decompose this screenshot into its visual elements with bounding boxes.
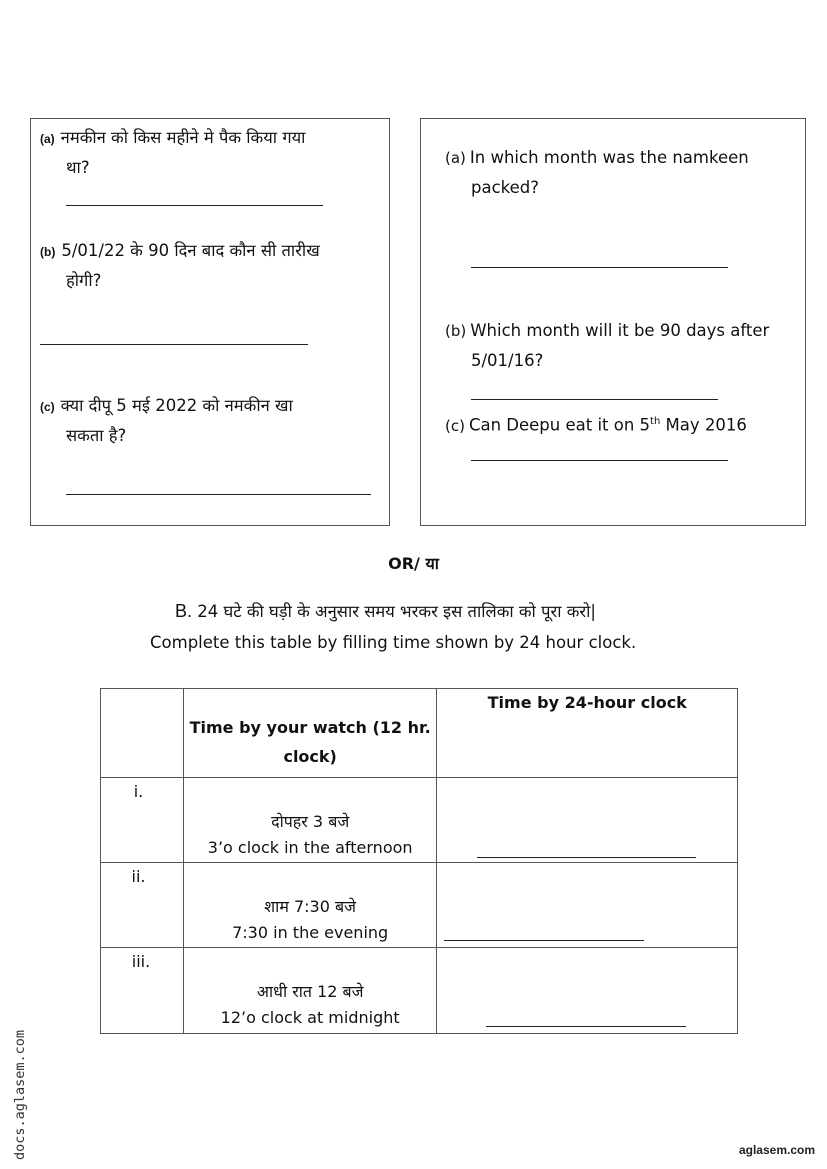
question-text-pre: Can Deepu eat it on 5: [468, 415, 651, 435]
watch-time-hindi: शाम 7:30 बजे: [264, 897, 356, 916]
watch-time-hindi: आधी रात 12 बजे: [256, 982, 364, 1001]
table-row: [101, 948, 738, 1034]
english-question-b-cont: 5/01/16?: [471, 351, 544, 370]
question-label: (a): [445, 149, 466, 167]
header-watch-line2: clock): [283, 747, 337, 766]
header-24hr-label: Time by 24-hour clock: [487, 693, 687, 712]
watch-time-english: 3’o clock in the afternoon: [207, 838, 413, 857]
question-text-sup: th: [650, 416, 661, 427]
answer-blank-hindi-c[interactable]: [66, 494, 371, 495]
answer-cell[interactable]: [437, 948, 738, 1034]
row-number-cell: [101, 948, 184, 1034]
section-b-hindi-text: 24 घटे की घड़ी के अनुसार समय भरकर इस तालिका को पूरा करो|: [197, 602, 596, 621]
question-text: नमकीन को किस महीने मे पैक किया गया: [60, 128, 306, 147]
footer-watermark: aglasem.com: [738, 1143, 815, 1157]
question-label: (a): [40, 132, 55, 146]
english-question-b: [445, 316, 769, 346]
table-row: [101, 863, 738, 948]
watch-time-english: 12’o clock at midnight: [220, 1008, 400, 1027]
answer-blank-english-a[interactable]: [471, 267, 728, 268]
question-text: क्या दीपू 5 मई 2022 को नमकीन खा: [60, 396, 293, 415]
clock-table: [100, 688, 738, 1034]
question-label: (c): [445, 416, 465, 435]
question-text-post: May 2016: [660, 415, 747, 435]
watch-time-cell: [183, 778, 437, 863]
question-text: Which month will it be 90 days after: [470, 321, 770, 340]
english-question-a-cont: packed?: [471, 178, 540, 197]
answer-blank-row-2[interactable]: [444, 940, 644, 941]
english-question-a: [445, 143, 749, 173]
hindi-question-b-cont: होगी?: [66, 271, 102, 290]
or-heading: OR/ या: [388, 554, 439, 573]
row-number: i.: [133, 782, 144, 801]
watch-time-hindi: दोपहर 3 बजे: [271, 812, 350, 831]
question-text: 5/01/22 के 90 दिन बाद कौन सी तारीख: [61, 241, 320, 260]
header-cell-watch: [183, 689, 437, 778]
table-header-row: [101, 689, 738, 778]
answer-cell[interactable]: [437, 778, 738, 863]
row-number-cell: [101, 778, 184, 863]
hindi-question-b: [40, 236, 320, 267]
header-watch-line1: Time by your watch (12 hr.: [189, 718, 431, 737]
watch-time-cell: [183, 863, 437, 948]
row-number: iii.: [131, 952, 151, 971]
hindi-question-a: [40, 123, 305, 154]
section-b-english-instruction: Complete this table by filling time shown by 24 hour clock.: [150, 633, 637, 652]
hindi-question-c: [40, 391, 293, 422]
answer-blank-english-b[interactable]: [471, 399, 718, 400]
question-label: (b): [40, 245, 56, 259]
question-text: In which month was the namkeen: [469, 148, 749, 167]
question-label: (b): [445, 322, 467, 340]
question-label: (c): [40, 400, 55, 414]
answer-blank-english-c[interactable]: [471, 460, 728, 461]
header-cell-24hr: [437, 689, 738, 778]
section-b-label: B.: [175, 601, 193, 621]
english-question-c: [445, 407, 747, 441]
watch-time-cell: [183, 948, 437, 1034]
row-number-cell: [101, 863, 184, 948]
answer-blank-hindi-b[interactable]: [40, 344, 308, 345]
answer-blank-hindi-a[interactable]: [66, 205, 323, 206]
watch-time-english: 7:30 in the evening: [232, 923, 389, 942]
answer-blank-row-3[interactable]: [486, 1026, 686, 1027]
hindi-question-a-cont: था?: [66, 158, 90, 177]
answer-cell[interactable]: [437, 863, 738, 948]
header-cell-num: [101, 689, 184, 778]
table-row: [101, 778, 738, 863]
answer-blank-row-1[interactable]: [477, 857, 696, 858]
hindi-question-c-cont: सकता है?: [66, 426, 127, 445]
side-watermark: docs.aglasem.com: [12, 1029, 28, 1160]
section-b-hindi-instruction: [175, 596, 596, 627]
row-number: ii.: [131, 867, 146, 886]
